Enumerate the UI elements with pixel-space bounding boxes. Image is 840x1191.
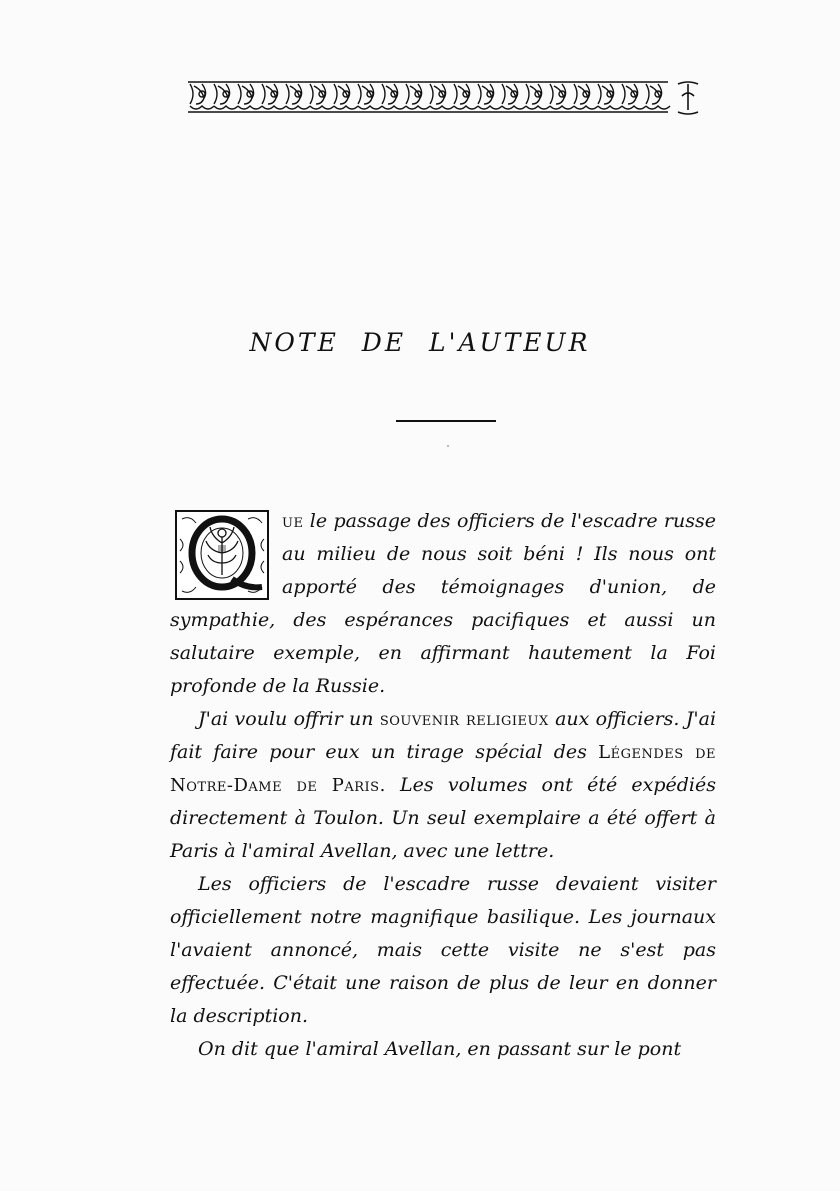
body-text <box>170 505 716 1066</box>
paragraph-3-text: Les officiers de l'escadre russe devaient visiter officiellement notre magnifique basilique. Les journaux l'avaient annoncé, mais cette visite ne s'est pas effectuée. C'était une raison de plus de leur en donner la description. <box>170 873 716 1027</box>
paragraph-1-text: le passage des officiers de l'escadre russe au milieu de nous soit béni ! Ils nous ont apporté des témoignages d'union, de sympathie, des espérances pacifiques et aussi un salutaire exemple, en affirmant hautement la Foi profonde de la Russie. <box>170 510 717 697</box>
decorative-frieze <box>186 78 708 118</box>
paragraph-2-part-e: Les volumes ont été expédiés directement à Toulon. Un seul exemplaire a été offert à Paris à l'amiral Avellan, avec une lettre. <box>170 774 717 862</box>
paragraph-2-part-c: aux officiers. J'ai fait faire pour eux un tirage spécial des <box>170 708 717 763</box>
paragraph-2-book-title: Légendes de Notre-Dame de Paris. <box>170 742 716 796</box>
paper-speck <box>447 445 449 447</box>
paragraph-4 <box>170 1033 716 1066</box>
paragraph-2-small-caps-a: souvenir religieux <box>379 709 549 730</box>
paragraph-1 <box>170 505 716 703</box>
drop-cap-continuation: ue <box>282 511 304 532</box>
paragraph-4-text: On dit que l'amiral Avellan, en passant sur le pont <box>198 1038 682 1060</box>
title-divider <box>396 420 496 422</box>
ornamental-drop-cap-q <box>174 509 270 601</box>
paragraph-2 <box>170 703 716 868</box>
paragraph-2-part-a: J'ai voulu offrir un <box>198 708 374 730</box>
page-title: NOTE DE L'AUTEUR <box>249 328 591 357</box>
paragraph-3 <box>170 868 716 1033</box>
